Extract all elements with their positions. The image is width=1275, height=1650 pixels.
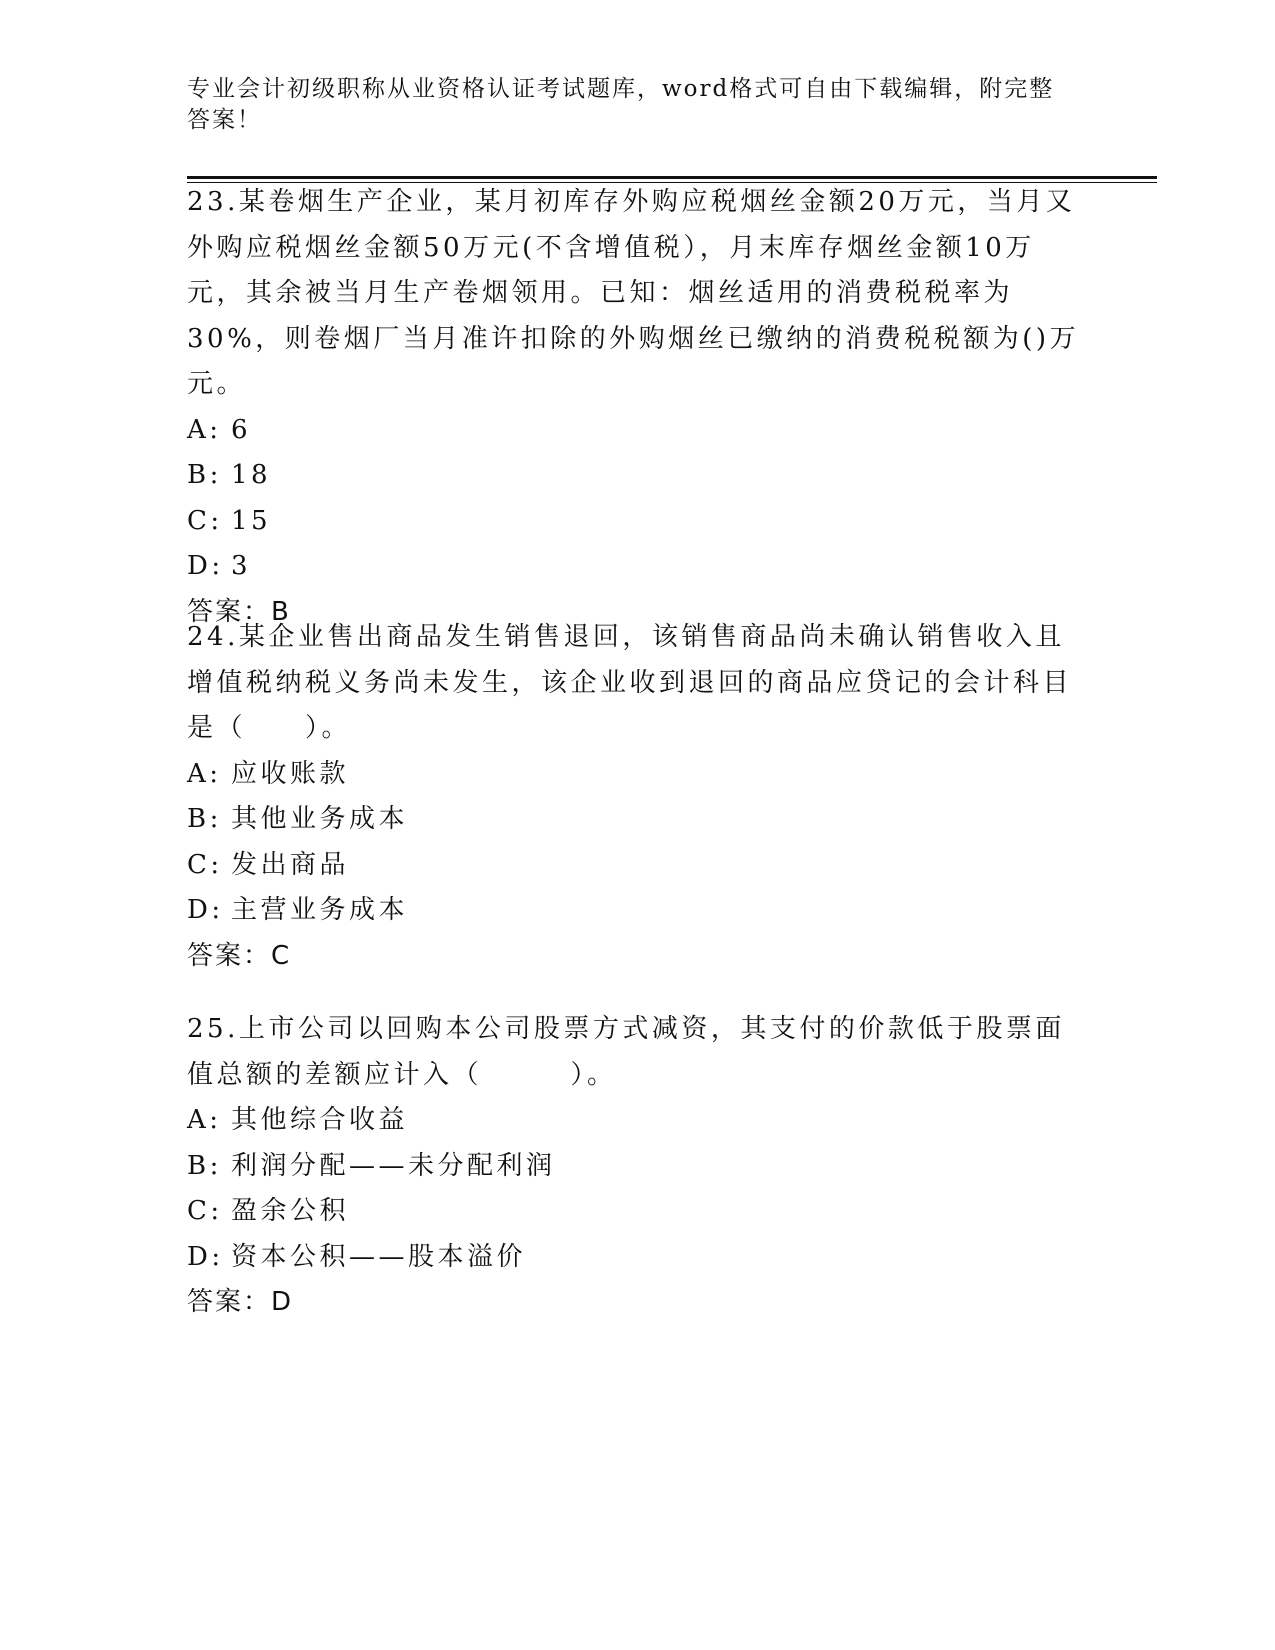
option-value: 盈余公积: [231, 1196, 350, 1226]
option-value: 3: [231, 551, 252, 581]
option-key: A:: [187, 758, 222, 789]
option-b: [187, 1144, 1087, 1190]
question-text: 25.上市公司以回购本公司股票方式减资，其支付的价款低于股票面值总额的差额应计入（ ）。: [187, 1014, 1065, 1090]
option-b: [187, 797, 1087, 843]
option-value: 其他综合收益: [231, 1105, 409, 1135]
option-a: [187, 408, 1087, 454]
option-c: [187, 499, 1087, 545]
option-a: [187, 1098, 1087, 1144]
option-a: [187, 752, 1087, 798]
question-23: [187, 180, 1087, 635]
option-key: D:: [187, 551, 224, 581]
option-value: 6: [231, 414, 252, 445]
option-value: 发出商品: [231, 849, 350, 880]
option-value: 15: [231, 505, 272, 536]
option-c: [187, 843, 1087, 889]
option-value: 资本公积——股本溢价: [231, 1241, 527, 1272]
option-value: 应收账款: [231, 758, 350, 789]
option-key: A:: [187, 414, 222, 445]
option-b: [187, 453, 1087, 499]
option-d: [187, 888, 1087, 934]
option-d: [187, 544, 1087, 590]
answer-label: 答案：C: [187, 940, 292, 971]
question-text: 23.某卷烟生产企业，某月初库存外购应税烟丝金额20万元，当月又外购应税烟丝金额50万元(不含增值税），月末库存烟丝金额10万元，其余被当月生产卷烟领用。已知：烟丝适用的消费税税率为30%，则卷烟厂当月准许扣除的外购烟丝已缴纳的消费税税额为()万元。: [187, 187, 1080, 399]
option-key: B:: [187, 804, 222, 834]
answer-label: 答案：D: [187, 1287, 294, 1317]
header-divider-thick: [187, 176, 1157, 179]
option-value: 18: [231, 460, 272, 490]
option-key: B:: [187, 1150, 222, 1181]
option-key: B:: [187, 460, 222, 490]
option-key: A:: [187, 1105, 222, 1135]
option-key: C:: [187, 505, 223, 536]
option-value: 主营业务成本: [231, 895, 409, 925]
question-24: [187, 615, 1087, 979]
option-value: 利润分配——未分配利润: [231, 1150, 556, 1181]
answer-label: 答案：B: [187, 596, 291, 627]
option-key: D:: [187, 895, 224, 925]
option-key: D:: [187, 1241, 224, 1272]
option-key: C:: [187, 849, 223, 880]
option-value: 其他业务成本: [231, 804, 409, 834]
option-key: C:: [187, 1196, 223, 1226]
document-header: 专业会计初级职称从业资格认证考试题库，word格式可自由下载编辑，附完整答案！: [187, 76, 1055, 133]
option-c: [187, 1189, 1087, 1235]
question-text: 24.某企业售出商品发生销售退回，该销售商品尚未确认销售收入且增值税纳税义务尚未发生，该企业收到退回的商品应贷记的会计科目是（ ）。: [187, 622, 1073, 743]
question-25: [187, 1007, 1087, 1326]
option-d: [187, 1235, 1087, 1281]
